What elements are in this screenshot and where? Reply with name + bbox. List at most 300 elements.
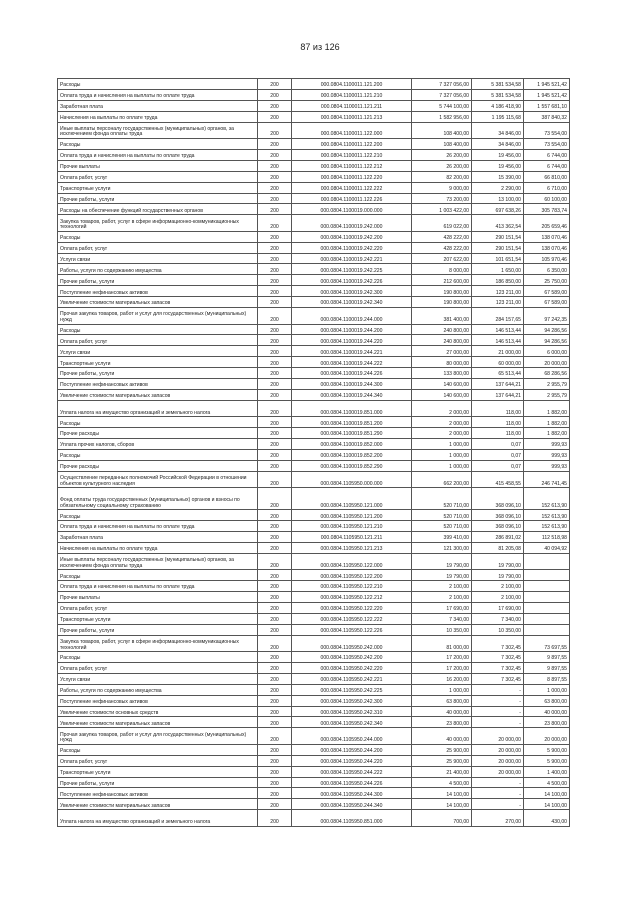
- row-classification-code-cell: 000.0804.1105950.242.221: [292, 673, 412, 684]
- row-code-cell: 200: [258, 777, 292, 788]
- row-executed-amount-cell: 368 096,10: [472, 488, 524, 510]
- table-row: [58, 160, 570, 171]
- row-approved-amount-cell: 140 600,00: [412, 378, 472, 389]
- row-approved-amount-cell: 63 800,00: [412, 695, 472, 706]
- row-name-cell: Прочие расходы: [58, 428, 258, 439]
- row-code-cell: 200: [258, 706, 292, 717]
- row-name-cell: Транспортные услуги: [58, 766, 258, 777]
- row-approved-amount-cell: 14 100,00: [412, 799, 472, 810]
- table-row: [58, 346, 570, 357]
- row-name-cell: Поступление нефинансовых активов: [58, 788, 258, 799]
- row-classification-code-cell: 000.0804.1100019.242.225: [292, 264, 412, 275]
- row-unexecuted-amount-cell: 5 900,00: [524, 755, 570, 766]
- row-classification-code-cell: 000.0804.1105950.121.213: [292, 542, 412, 553]
- row-approved-amount-cell: 17 200,00: [412, 652, 472, 663]
- table-row: [58, 635, 570, 652]
- row-approved-amount-cell: 26 200,00: [412, 149, 472, 160]
- table-row: [58, 766, 570, 777]
- table-row: [58, 684, 570, 695]
- table-row: [58, 264, 570, 275]
- row-unexecuted-amount-cell: 40 000,00: [524, 706, 570, 717]
- row-classification-code-cell: 000.0804.1100011.122.000: [292, 122, 412, 139]
- table-row: [58, 275, 570, 286]
- row-code-cell: 200: [258, 717, 292, 728]
- row-unexecuted-amount-cell: 9 897,55: [524, 652, 570, 663]
- row-classification-code-cell: 000.0804.1105950.122.212: [292, 592, 412, 603]
- table-row: [58, 553, 570, 570]
- table-row: [58, 171, 570, 182]
- row-executed-amount-cell: 81 205,08: [472, 542, 524, 553]
- row-classification-code-cell: 000.0804.1105950.122.200: [292, 570, 412, 581]
- row-unexecuted-amount-cell: 105 970,46: [524, 253, 570, 264]
- row-approved-amount-cell: 19 790,00: [412, 553, 472, 570]
- row-executed-amount-cell: 7 302,45: [472, 663, 524, 674]
- row-name-cell: Расходы: [58, 79, 258, 90]
- row-name-cell: Прочие выплаты: [58, 592, 258, 603]
- row-classification-code-cell: 000.0804.1100011.122.226: [292, 193, 412, 204]
- row-approved-amount-cell: 700,00: [412, 810, 472, 827]
- row-name-cell: Увеличение стоимости материальных запасов: [58, 799, 258, 810]
- row-executed-amount-cell: 2 290,00: [472, 182, 524, 193]
- table-row: [58, 744, 570, 755]
- table-row: [58, 777, 570, 788]
- table-row: [58, 139, 570, 150]
- row-name-cell: Расходы: [58, 449, 258, 460]
- row-classification-code-cell: 000.0804.1100011.121.210: [292, 89, 412, 100]
- table-row: [58, 215, 570, 232]
- row-name-cell: Закупка товаров, работ, услуг в сфере информационно-коммуникационных технологий: [58, 215, 258, 232]
- row-approved-amount-cell: 25 900,00: [412, 744, 472, 755]
- row-code-cell: 200: [258, 308, 292, 325]
- table-row: [58, 242, 570, 253]
- row-code-cell: 200: [258, 400, 292, 417]
- row-code-cell: 200: [258, 215, 292, 232]
- row-executed-amount-cell: 17 690,00: [472, 602, 524, 613]
- row-code-cell: 200: [258, 744, 292, 755]
- row-approved-amount-cell: 1 000,00: [412, 449, 472, 460]
- row-classification-code-cell: 000.0804.1105950.242.340: [292, 717, 412, 728]
- row-name-cell: Оплата труда и начисления на выплаты по оплате труда: [58, 581, 258, 592]
- row-approved-amount-cell: 9 000,00: [412, 182, 472, 193]
- row-code-cell: 200: [258, 592, 292, 603]
- row-name-cell: Оплата работ, услуг: [58, 663, 258, 674]
- row-approved-amount-cell: 399 410,00: [412, 532, 472, 543]
- row-executed-amount-cell: 4 186 418,90: [472, 100, 524, 111]
- row-classification-code-cell: 000.0804.1100019.851.000: [292, 400, 412, 417]
- table-row: [58, 231, 570, 242]
- row-code-cell: 200: [258, 231, 292, 242]
- table-row: [58, 449, 570, 460]
- row-executed-amount-cell: 123 211,00: [472, 286, 524, 297]
- row-executed-amount-cell: 0,07: [472, 449, 524, 460]
- row-name-cell: Уплата прочих налогов, сборов: [58, 439, 258, 450]
- row-code-cell: 200: [258, 755, 292, 766]
- row-approved-amount-cell: 662 200,00: [412, 471, 472, 488]
- row-name-cell: Уплата налога на имущество организаций и земельного налога: [58, 810, 258, 827]
- row-approved-amount-cell: 82 200,00: [412, 171, 472, 182]
- row-code-cell: 200: [258, 357, 292, 368]
- row-unexecuted-amount-cell: 14 100,00: [524, 799, 570, 810]
- table-row: [58, 182, 570, 193]
- row-approved-amount-cell: 17 690,00: [412, 602, 472, 613]
- row-classification-code-cell: 000.0804.1105950.121.200: [292, 510, 412, 521]
- row-code-cell: 200: [258, 684, 292, 695]
- row-code-cell: 200: [258, 79, 292, 90]
- row-approved-amount-cell: 40 000,00: [412, 706, 472, 717]
- row-name-cell: Работы, услуги по содержанию имущества: [58, 264, 258, 275]
- row-executed-amount-cell: 101 651,54: [472, 253, 524, 264]
- table-row: [58, 488, 570, 510]
- row-classification-code-cell: 000.0804.1100019.242.200: [292, 231, 412, 242]
- row-executed-amount-cell: 123 211,00: [472, 297, 524, 308]
- table-row: [58, 193, 570, 204]
- row-code-cell: 200: [258, 460, 292, 471]
- row-name-cell: Фонд оплаты труда государственных (муниципальных) органов и взносы по обязательному социальному страхованию: [58, 488, 258, 510]
- table-row: [58, 706, 570, 717]
- row-unexecuted-amount-cell: [524, 581, 570, 592]
- row-code-cell: 200: [258, 581, 292, 592]
- table-row: [58, 810, 570, 827]
- row-code-cell: 200: [258, 788, 292, 799]
- row-code-cell: 200: [258, 149, 292, 160]
- row-executed-amount-cell: 2 100,00: [472, 581, 524, 592]
- row-name-cell: Оплата труда и начисления на выплаты по оплате труда: [58, 521, 258, 532]
- row-code-cell: 200: [258, 242, 292, 253]
- row-code-cell: 200: [258, 635, 292, 652]
- row-classification-code-cell: 000.0804.1105950.244.000: [292, 728, 412, 745]
- row-classification-code-cell: 000.0804.1100019.851.290: [292, 428, 412, 439]
- row-unexecuted-amount-cell: 9 897,55: [524, 663, 570, 674]
- row-name-cell: Работы, услуги по содержанию имущества: [58, 684, 258, 695]
- row-name-cell: Прочая закупка товаров, работ и услуг для государственных (муниципальных) нужд: [58, 308, 258, 325]
- row-code-cell: 200: [258, 275, 292, 286]
- row-classification-code-cell: 000.0804.1100011.121.211: [292, 100, 412, 111]
- table-row: [58, 400, 570, 417]
- row-executed-amount-cell: 20 000,00: [472, 766, 524, 777]
- row-executed-amount-cell: 7 302,45: [472, 673, 524, 684]
- row-name-cell: Прочие выплаты: [58, 160, 258, 171]
- row-name-cell: Увеличение стоимости основных средств: [58, 706, 258, 717]
- row-code-cell: 200: [258, 542, 292, 553]
- table-row: [58, 79, 570, 90]
- table-row: [58, 89, 570, 100]
- row-approved-amount-cell: 240 800,00: [412, 324, 472, 335]
- row-classification-code-cell: 000.0804.1105950.244.226: [292, 777, 412, 788]
- row-approved-amount-cell: 428 222,00: [412, 231, 472, 242]
- table-row: [58, 542, 570, 553]
- table-row: [58, 755, 570, 766]
- row-classification-code-cell: 000.0804.1100019.852.000: [292, 439, 412, 450]
- row-unexecuted-amount-cell: 152 613,90: [524, 521, 570, 532]
- row-executed-amount-cell: 0,07: [472, 460, 524, 471]
- table-row: [58, 368, 570, 379]
- row-approved-amount-cell: 23 800,00: [412, 717, 472, 728]
- row-code-cell: 200: [258, 624, 292, 635]
- row-executed-amount-cell: 284 157,65: [472, 308, 524, 325]
- row-approved-amount-cell: 1 003 422,00: [412, 204, 472, 215]
- row-classification-code-cell: 000.0804.1105950.242.200: [292, 652, 412, 663]
- row-code-cell: 200: [258, 204, 292, 215]
- row-approved-amount-cell: 25 900,00: [412, 755, 472, 766]
- row-classification-code-cell: 000.0804.1100011.122.212: [292, 160, 412, 171]
- row-unexecuted-amount-cell: 1 557 681,10: [524, 100, 570, 111]
- row-classification-code-cell: 000.0804.1100019.244.340: [292, 389, 412, 400]
- row-classification-code-cell: 000.0804.1100019.242.340: [292, 297, 412, 308]
- table-row: [58, 100, 570, 111]
- row-code-cell: 200: [258, 378, 292, 389]
- row-classification-code-cell: 000.0804.1105950.121.210: [292, 521, 412, 532]
- table-row: [58, 717, 570, 728]
- row-code-cell: 200: [258, 553, 292, 570]
- row-executed-amount-cell: 20 000,00: [472, 728, 524, 745]
- row-classification-code-cell: 000.0804.1100011.122.210: [292, 149, 412, 160]
- row-classification-code-cell: 000.0804.1100019.242.000: [292, 215, 412, 232]
- row-code-cell: 200: [258, 139, 292, 150]
- row-executed-amount-cell: -: [472, 717, 524, 728]
- row-classification-code-cell: 000.0804.1100011.122.222: [292, 182, 412, 193]
- row-name-cell: Расходы: [58, 744, 258, 755]
- row-classification-code-cell: 000.0804.1100019.244.220: [292, 335, 412, 346]
- row-name-cell: Расходы: [58, 652, 258, 663]
- row-classification-code-cell: 000.0804.1105950.851.000: [292, 810, 412, 827]
- row-name-cell: Расходы на обеспечение функций государственных органов: [58, 204, 258, 215]
- row-executed-amount-cell: 286 891,02: [472, 532, 524, 543]
- row-executed-amount-cell: 118,00: [472, 400, 524, 417]
- row-approved-amount-cell: 240 800,00: [412, 335, 472, 346]
- row-approved-amount-cell: 2 100,00: [412, 581, 472, 592]
- row-name-cell: Прочие работы, услуги: [58, 777, 258, 788]
- row-approved-amount-cell: 428 222,00: [412, 242, 472, 253]
- row-name-cell: Иные выплаты персоналу государственных (муниципальных) органов, за исключением фонда оплаты труда: [58, 122, 258, 139]
- row-name-cell: Уплата налога на имущество организаций и земельного налога: [58, 400, 258, 417]
- table-row: [58, 253, 570, 264]
- row-code-cell: 200: [258, 570, 292, 581]
- row-code-cell: 200: [258, 297, 292, 308]
- row-unexecuted-amount-cell: 73 554,00: [524, 122, 570, 139]
- row-code-cell: 200: [258, 111, 292, 122]
- row-code-cell: 200: [258, 417, 292, 428]
- row-classification-code-cell: 000.0804.1105950.122.220: [292, 602, 412, 613]
- row-unexecuted-amount-cell: 63 800,00: [524, 695, 570, 706]
- row-name-cell: Начисления на выплаты по оплате труда: [58, 542, 258, 553]
- row-approved-amount-cell: 140 600,00: [412, 389, 472, 400]
- row-code-cell: 200: [258, 122, 292, 139]
- row-unexecuted-amount-cell: 8 897,55: [524, 673, 570, 684]
- row-name-cell: Увеличение стоимости материальных запасов: [58, 297, 258, 308]
- row-name-cell: Поступление нефинансовых активов: [58, 286, 258, 297]
- row-approved-amount-cell: 381 400,00: [412, 308, 472, 325]
- row-unexecuted-amount-cell: 1 945 521,42: [524, 89, 570, 100]
- row-classification-code-cell: 000.0804.1105950.244.222: [292, 766, 412, 777]
- table-row: [58, 728, 570, 745]
- row-classification-code-cell: 000.0804.1105950.242.310: [292, 706, 412, 717]
- page-number: 87 из 126: [300, 42, 340, 52]
- row-classification-code-cell: 000.0804.1105950.122.000: [292, 553, 412, 570]
- row-name-cell: Закупка товаров, работ, услуг в сфере информационно-коммуникационных технологий: [58, 635, 258, 652]
- row-approved-amount-cell: 16 200,00: [412, 673, 472, 684]
- row-name-cell: Расходы: [58, 139, 258, 150]
- table-row: [58, 335, 570, 346]
- row-executed-amount-cell: 1 650,00: [472, 264, 524, 275]
- row-code-cell: 200: [258, 510, 292, 521]
- table-row: [58, 788, 570, 799]
- row-classification-code-cell: 000.0804.1100011.121.213: [292, 111, 412, 122]
- row-unexecuted-amount-cell: 4 500,00: [524, 777, 570, 788]
- row-classification-code-cell: 000.0804.1100019.242.220: [292, 242, 412, 253]
- row-classification-code-cell: 000.0804.1100011.122.220: [292, 171, 412, 182]
- row-name-cell: Услуги связи: [58, 253, 258, 264]
- row-unexecuted-amount-cell: 6 744,00: [524, 149, 570, 160]
- row-name-cell: Осуществление переданных полномочий Российской Федерации в отношении объектов культурного наследия: [58, 471, 258, 488]
- row-classification-code-cell: 000.0804.1105950.242.300: [292, 695, 412, 706]
- row-classification-code-cell: 000.0804.1105950.242.225: [292, 684, 412, 695]
- row-approved-amount-cell: 2 000,00: [412, 417, 472, 428]
- row-executed-amount-cell: 10 350,00: [472, 624, 524, 635]
- row-executed-amount-cell: 19 790,00: [472, 570, 524, 581]
- table-row: [58, 428, 570, 439]
- row-unexecuted-amount-cell: 23 800,00: [524, 717, 570, 728]
- table-row: [58, 592, 570, 603]
- table-row: [58, 624, 570, 635]
- row-unexecuted-amount-cell: 14 100,00: [524, 788, 570, 799]
- row-unexecuted-amount-cell: [524, 602, 570, 613]
- row-unexecuted-amount-cell: 20 000,00: [524, 357, 570, 368]
- table-row: [58, 357, 570, 368]
- table-row: [58, 532, 570, 543]
- row-executed-amount-cell: -: [472, 799, 524, 810]
- row-classification-code-cell: 000.0804.1100019.852.290: [292, 460, 412, 471]
- table-row: [58, 695, 570, 706]
- table-row: [58, 149, 570, 160]
- row-unexecuted-amount-cell: 5 900,00: [524, 744, 570, 755]
- row-code-cell: 200: [258, 695, 292, 706]
- row-unexecuted-amount-cell: 68 286,56: [524, 368, 570, 379]
- row-approved-amount-cell: 1 000,00: [412, 460, 472, 471]
- row-unexecuted-amount-cell: 387 840,32: [524, 111, 570, 122]
- row-name-cell: Увеличение стоимости материальных запасов: [58, 717, 258, 728]
- row-classification-code-cell: 000.0804.1100019.244.222: [292, 357, 412, 368]
- row-classification-code-cell: 000.0804.1105950.121.000: [292, 488, 412, 510]
- row-code-cell: 200: [258, 810, 292, 827]
- row-unexecuted-amount-cell: 152 613,90: [524, 510, 570, 521]
- row-approved-amount-cell: 2 100,00: [412, 592, 472, 603]
- row-unexecuted-amount-cell: [524, 613, 570, 624]
- row-classification-code-cell: 000.0804.1100019.244.226: [292, 368, 412, 379]
- row-unexecuted-amount-cell: 1 000,00: [524, 684, 570, 695]
- row-executed-amount-cell: 137 644,21: [472, 378, 524, 389]
- row-executed-amount-cell: 19 456,00: [472, 149, 524, 160]
- row-approved-amount-cell: 26 200,00: [412, 160, 472, 171]
- table-row: [58, 510, 570, 521]
- row-classification-code-cell: 000.0804.1105950.122.210: [292, 581, 412, 592]
- row-unexecuted-amount-cell: [524, 570, 570, 581]
- row-name-cell: Прочие работы, услуги: [58, 275, 258, 286]
- row-approved-amount-cell: 212 600,00: [412, 275, 472, 286]
- row-approved-amount-cell: 7 327 056,00: [412, 89, 472, 100]
- row-approved-amount-cell: 7 327 056,00: [412, 79, 472, 90]
- row-approved-amount-cell: 17 200,00: [412, 663, 472, 674]
- row-code-cell: 200: [258, 368, 292, 379]
- row-name-cell: Оплата труда и начисления на выплаты по оплате труда: [58, 149, 258, 160]
- row-executed-amount-cell: 34 846,00: [472, 139, 524, 150]
- row-executed-amount-cell: 2 100,00: [472, 592, 524, 603]
- table-row: [58, 652, 570, 663]
- table-row: [58, 663, 570, 674]
- table-row: [58, 673, 570, 684]
- row-name-cell: Заработная плата: [58, 100, 258, 111]
- row-approved-amount-cell: 133 800,00: [412, 368, 472, 379]
- row-unexecuted-amount-cell: 999,93: [524, 439, 570, 450]
- row-unexecuted-amount-cell: 430,00: [524, 810, 570, 827]
- row-classification-code-cell: 000.0804.1105950.000.000: [292, 471, 412, 488]
- row-code-cell: 200: [258, 160, 292, 171]
- row-unexecuted-amount-cell: 1 400,00: [524, 766, 570, 777]
- row-name-cell: Прочие расходы: [58, 460, 258, 471]
- row-unexecuted-amount-cell: 152 613,90: [524, 488, 570, 510]
- row-unexecuted-amount-cell: 1 882,00: [524, 400, 570, 417]
- row-classification-code-cell: 000.0804.1100019.244.000: [292, 308, 412, 325]
- row-approved-amount-cell: 1 000,00: [412, 684, 472, 695]
- row-unexecuted-amount-cell: 20 000,00: [524, 728, 570, 745]
- row-unexecuted-amount-cell: 97 242,35: [524, 308, 570, 325]
- row-executed-amount-cell: 15 390,00: [472, 171, 524, 182]
- row-name-cell: Поступление нефинансовых активов: [58, 378, 258, 389]
- row-unexecuted-amount-cell: 1 882,00: [524, 428, 570, 439]
- row-code-cell: 200: [258, 182, 292, 193]
- row-executed-amount-cell: 0,07: [472, 439, 524, 450]
- row-approved-amount-cell: 80 000,00: [412, 357, 472, 368]
- row-code-cell: 200: [258, 439, 292, 450]
- row-unexecuted-amount-cell: 25 750,00: [524, 275, 570, 286]
- row-classification-code-cell: 000.0804.1105950.244.220: [292, 755, 412, 766]
- table-row: [58, 286, 570, 297]
- row-approved-amount-cell: 73 200,00: [412, 193, 472, 204]
- row-code-cell: 200: [258, 602, 292, 613]
- row-executed-amount-cell: -: [472, 684, 524, 695]
- row-code-cell: 200: [258, 324, 292, 335]
- row-unexecuted-amount-cell: 6 744,00: [524, 160, 570, 171]
- row-approved-amount-cell: 1 582 956,00: [412, 111, 472, 122]
- row-approved-amount-cell: 10 350,00: [412, 624, 472, 635]
- table-row: [58, 308, 570, 325]
- table-row: [58, 570, 570, 581]
- row-executed-amount-cell: 290 151,54: [472, 231, 524, 242]
- row-approved-amount-cell: 7 340,00: [412, 613, 472, 624]
- row-approved-amount-cell: 207 622,00: [412, 253, 472, 264]
- row-unexecuted-amount-cell: 2 955,79: [524, 389, 570, 400]
- row-name-cell: Оплата работ, услуг: [58, 242, 258, 253]
- row-code-cell: 200: [258, 264, 292, 275]
- row-executed-amount-cell: 270,00: [472, 810, 524, 827]
- row-executed-amount-cell: 19 456,00: [472, 160, 524, 171]
- row-classification-code-cell: 000.0804.1100019.000.000: [292, 204, 412, 215]
- row-approved-amount-cell: 8 000,00: [412, 264, 472, 275]
- row-code-cell: 200: [258, 286, 292, 297]
- row-classification-code-cell: 000.0804.1100019.852.200: [292, 449, 412, 460]
- table-row: [58, 204, 570, 215]
- row-approved-amount-cell: 40 000,00: [412, 728, 472, 745]
- row-name-cell: Прочие работы, услуги: [58, 624, 258, 635]
- row-approved-amount-cell: 520 710,00: [412, 510, 472, 521]
- row-classification-code-cell: 000.0804.1105950.244.300: [292, 788, 412, 799]
- table-row: [58, 417, 570, 428]
- row-name-cell: Расходы: [58, 510, 258, 521]
- row-name-cell: Оплата труда и начисления на выплаты по оплате труда: [58, 89, 258, 100]
- row-unexecuted-amount-cell: 73 554,00: [524, 139, 570, 150]
- row-name-cell: Расходы: [58, 417, 258, 428]
- row-unexecuted-amount-cell: 999,93: [524, 449, 570, 460]
- table-row: [58, 378, 570, 389]
